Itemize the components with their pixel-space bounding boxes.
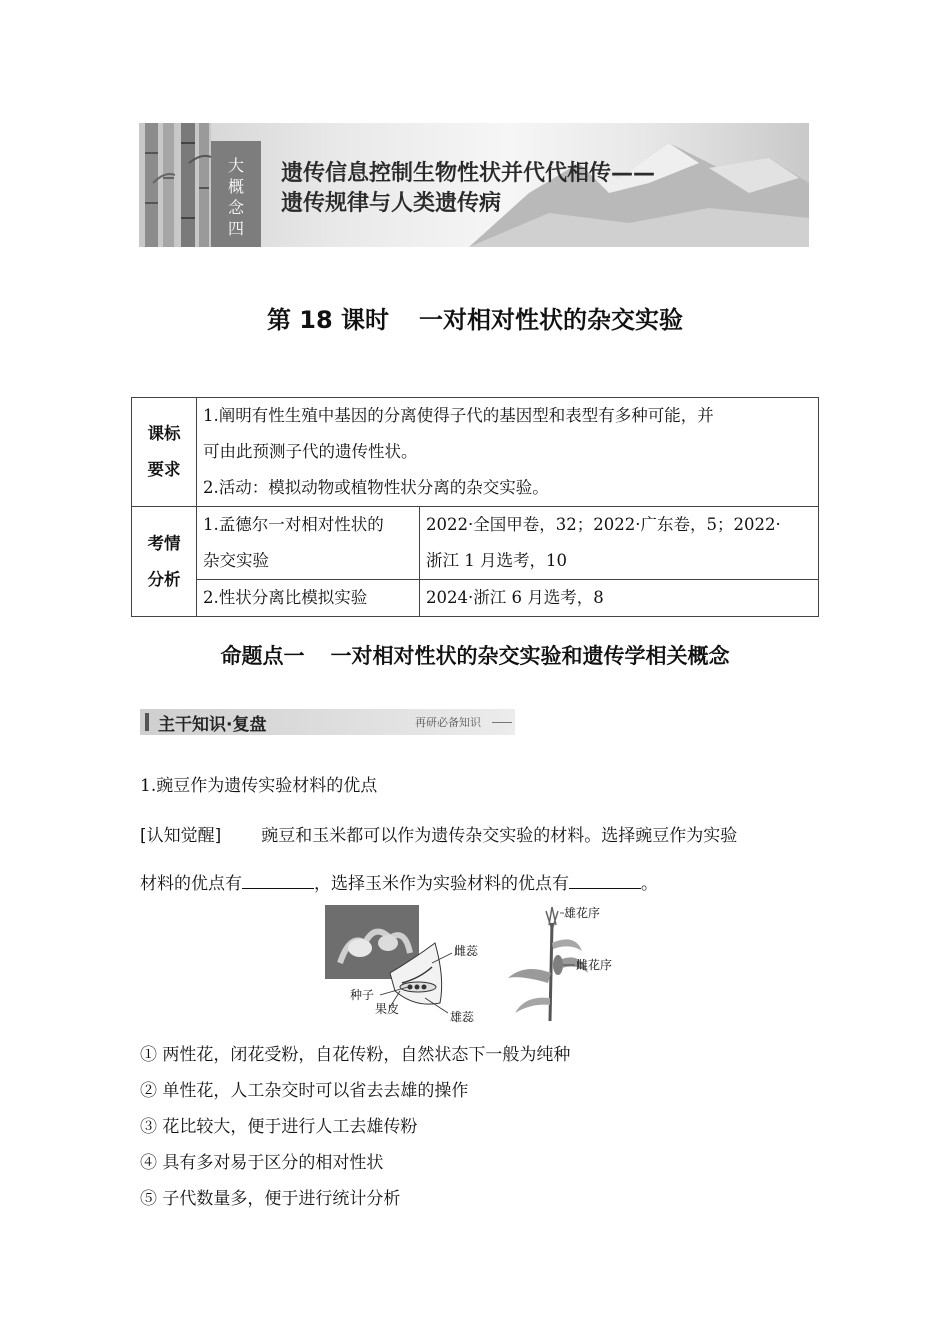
pericarp-label: 果皮 — [375, 1002, 400, 1016]
male-flower-label: 雄花序 — [564, 906, 601, 920]
pea-corn-figure — [320, 903, 640, 1027]
content-para-line2 — [140, 869, 658, 894]
exam-line: 浙江 1 月选考，10 — [426, 551, 567, 570]
topic-line: 杂交实验 — [203, 551, 269, 570]
head-line: 分析 — [147, 569, 181, 589]
section-heading — [0, 640, 950, 670]
concept-char: 大 — [227, 156, 244, 175]
topic-cell — [197, 507, 420, 580]
answer-blank[interactable] — [569, 874, 641, 889]
banner-title-line: 遗传信息控制生物性状并代代相传—— — [281, 161, 656, 186]
section-number: 命题点一 — [220, 644, 305, 668]
bar-marker — [145, 713, 149, 731]
awareness-tag: [认知觉醒] — [140, 826, 222, 846]
bamboo-illustration — [139, 123, 211, 247]
analysis-head — [132, 507, 197, 617]
lesson-title — [0, 300, 950, 335]
para-text: 豌豆和玉米都可以作为遗传杂交实验的材料。选择豌豆作为实验 — [261, 826, 738, 846]
para-text: 材料的优点有 — [140, 874, 242, 894]
concept-tab — [211, 141, 261, 247]
curriculum-table — [131, 397, 819, 617]
head-line: 课标 — [147, 424, 181, 443]
answer-blank[interactable] — [242, 874, 314, 889]
section-name: 一对相对性状的杂交实验和遗传学相关概念 — [330, 644, 730, 668]
standard-line: 2.活动：模拟动物或植物性状分离的杂交实验。 — [203, 478, 549, 497]
female-flower-label: 雌花序 — [576, 958, 613, 972]
standard-content — [197, 398, 819, 507]
bar-line — [492, 722, 512, 723]
exam-line: 2024·浙江 6 月选考，8 — [426, 588, 604, 607]
option-item: ① 两性花，闭花受粉，自花传粉，自然状态下一般为纯种 — [140, 1045, 571, 1065]
exam-cell — [420, 580, 819, 617]
option-item: ③ 花比较大，便于进行人工去雄传粉 — [140, 1117, 418, 1137]
seed-label: 种子 — [350, 988, 375, 1002]
option-item: ② 单性花，人工杂交时可以省去去雄的操作 — [140, 1081, 469, 1101]
banner-title — [281, 159, 801, 219]
para-text: ，选择玉米作为实验材料的优点有 — [314, 874, 569, 894]
content-heading: 1.豌豆作为遗传实验材料的优点 — [140, 776, 378, 796]
standard-head — [132, 398, 197, 507]
exam-cell — [420, 507, 819, 580]
knowledge-label: 主干知识·复盘 — [158, 715, 267, 735]
knowledge-sub: 再研必备知识 — [415, 716, 481, 729]
standard-line: 1.阐明有性生殖中基因的分离使得子代的基因型和表型有多种可能，并 — [203, 406, 714, 425]
content-para-line1 — [140, 821, 737, 846]
head-line: 要求 — [147, 460, 181, 479]
stamen-label: 雄蕊 — [450, 1010, 475, 1024]
banner-title-line: 遗传规律与人类遗传病 — [281, 191, 502, 216]
topic-line: 1.孟德尔一对相对性状的 — [203, 515, 384, 534]
head-line: 考情 — [147, 533, 181, 553]
concept-char: 念 — [227, 198, 244, 217]
concept-char: 四 — [227, 219, 244, 238]
pistil-label: 雌蕊 — [454, 944, 479, 958]
lesson-name: 一对相对性状的杂交实验 — [419, 306, 684, 334]
option-item: ④ 具有多对易于区分的相对性状 — [140, 1153, 384, 1173]
exam-line: 2022·全国甲卷，32；2022·广东卷，5；2022· — [426, 515, 781, 534]
para-text: 。 — [641, 874, 658, 894]
lesson-number: 第 18 课时 — [266, 306, 390, 334]
concept-char: 概 — [227, 177, 244, 196]
standard-line: 可由此预测子代的遗传性状。 — [203, 442, 418, 461]
corn-stalk — [550, 923, 552, 1021]
option-item: ⑤ 子代数量多，便于进行统计分析 — [140, 1189, 401, 1209]
topic-line: 2.性状分离比模拟实验 — [203, 588, 368, 607]
chapter-banner — [139, 123, 809, 247]
topic-cell — [197, 580, 420, 617]
knowledge-bar — [140, 709, 515, 735]
